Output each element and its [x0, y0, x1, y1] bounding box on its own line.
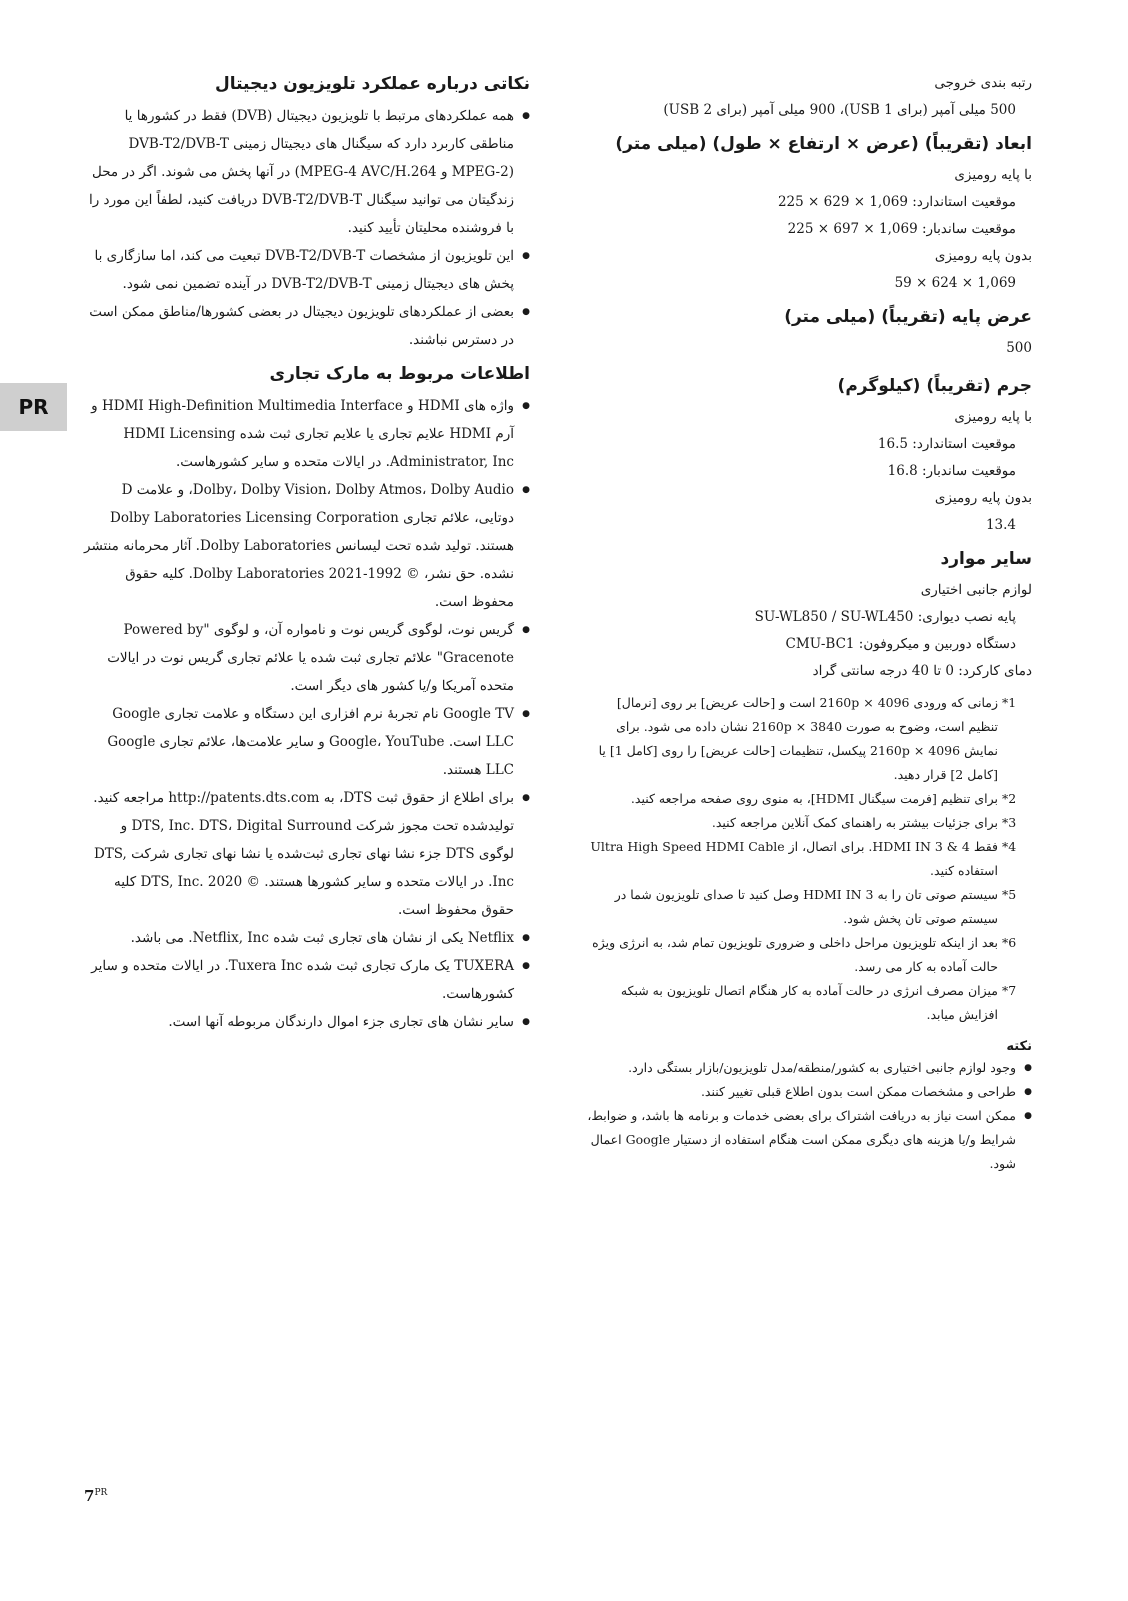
trademark-item: ● گریس نوت، لوگوی گریس نوت و نامواره آن، و لوگوی "Powered by Gracenote" علائم تجاری ثبت شده یا علائم تجاری گریس نوت در ایالات متحده آمریکا و/یا کشور های دیگر است.: [84, 616, 530, 700]
note-list: [586, 1056, 1032, 1176]
page-number-suffix: PR: [94, 1488, 108, 1498]
footnote: [586, 931, 1032, 979]
footnote-mark: *5: [1002, 887, 1017, 902]
dimensions-without-value: 1,069 × 624 × 59: [894, 275, 1016, 291]
note-heading: نکته: [1006, 1039, 1032, 1054]
mass-soundbar: موقعیت ساندبار: 16.8: [887, 463, 1016, 479]
mass-without-value: 13.4: [985, 517, 1016, 533]
output-rating-label: رتبه بندی خروجی: [934, 75, 1032, 91]
specifications-column: [586, 70, 1032, 1176]
digital-tv-item: ● بعضی از عملکردهای تلویزیون دیجیتال در بعضی کشورها/مناطق ممکن است در دسترس نباشند.: [84, 298, 530, 354]
dimensions-standard: موقعیت استاندارد: 1,069 × 629 × 225: [777, 194, 1016, 210]
digital-tv-list: [84, 102, 530, 354]
note-item: ● وجود لوازم جانبی اختیاری به کشور/منطقه/مدل تلویزیون/بازار بستگی دارد.: [586, 1056, 1032, 1080]
trademark-item: ● Google TV نام تجربهٔ نرم افزاری این دستگاه و علامت تجاری Google LLC است. Google، YouTube و سایر علامت‌ها، علائم تجاری Google LLC هستند.: [84, 700, 530, 784]
footnote-mark: *3: [1002, 815, 1017, 830]
wall-mount: پایه نصب دیواری: SU-WL850 / SU-WL450: [754, 609, 1016, 625]
footnote-text: میزان مصرف انرژی در حالت آماده به کار هنگام اتصال تلویزیون به شبکه افزایش میابد.: [620, 983, 998, 1022]
footnote: [586, 883, 1032, 931]
page-number-value: 7: [84, 1487, 95, 1505]
notes-column: [84, 70, 530, 1036]
digital-tv-item: ● همه عملکردهای مرتبط با تلویزیون دیجیتال (DVB) فقط در کشورها یا مناطقی کاربرد دارد که سیگنال های دیجیتال زمینی DVB-T2/DVB-T (MPEG-2 و MPEG-4 AVC/H.264) در آنها پخش می شوند. اگر در محل زندگیتان می توانید سیگنال DVB-T2/DVB-T دریافت کنید، لطفاً این مورد را با فروشنده محلیتان تأیید کنید.: [84, 102, 530, 242]
mass-with-stand: با پایه رومیزی: [954, 409, 1032, 425]
footnote-text: برای جزئیات بیشتر به راهنمای کمک آنلاین مراجعه کنید.: [711, 815, 998, 830]
footnote-text: زمانی که ورودی 4096 × 2160p است و [حالت عریض] بر روی [نرمال] تنظیم است، وضوح به صورت 3840 × 2160p نشان داده می شود. برای نمایش 4096 × 2160p پیکسل، تنظیمات [حالت عریض] را روی [کامل 1] یا [کامل 2] قرار دهید.: [598, 695, 998, 782]
note-item: ● طراحی و مشخصات ممکن است بدون اطلاع قبلی تغییر کنند.: [586, 1080, 1032, 1104]
dimensions-soundbar: موقعیت ساندبار: 1,069 × 697 × 225: [787, 221, 1016, 237]
trademark-item: ● واژه های HDMI و HDMI High-Definition Multimedia Interface و آرم HDMI علایم تجاری یا علایم تجاری ثبت شده HDMI Licensing Administrator, Inc. در ایالات متحده و سایر کشورهاست.: [84, 392, 530, 476]
mass-heading: جرم (تقریباً) (کیلوگرم): [837, 376, 1032, 396]
footnote-text: برای تنظیم [فرمت سیگنال HDMI]، به منوی روی صفحه مراجعه کنید.: [630, 791, 998, 806]
footnote: [586, 811, 1032, 835]
trademark-item: ● TUXERA یک مارک تجاری ثبت شده Tuxera Inc. در ایالات متحده و سایر کشورهاست.: [84, 952, 530, 1008]
other-heading: سایر موارد: [940, 549, 1032, 569]
language-tab-label: PR: [18, 395, 49, 419]
mass-without-stand: بدون پایه رومیزی: [934, 490, 1032, 506]
footnote-mark: *4: [1002, 839, 1017, 854]
footnote-text: سیستم صوتی تان را به HDMI IN 3 وصل کنید تا صدای تلویزیون شما در سیستم صوتی تان پخش شود.: [614, 887, 998, 926]
operating-temperature: دمای کارکرد: 0 تا 40 درجه سانتی گراد: [812, 663, 1032, 679]
footnote-mark: *2: [1002, 791, 1017, 806]
trademarks-heading: اطلاعات مربوط به مارک تجاری: [269, 364, 530, 384]
digital-tv-item: ● این تلویزیون از مشخصات DVB-T2/DVB-T تبعیت می کند، اما سازگاری با پخش های دیجیتال زمینی DVB-T2/DVB-T در آینده تضمین نمی شود.: [84, 242, 530, 298]
dimensions-without-stand: بدون پایه رومیزی: [934, 248, 1032, 264]
accessories-label: لوازم جانبی اختیاری: [920, 582, 1032, 598]
trademark-item: ● Netflix یکی از نشان های تجاری ثبت شده Netflix, Inc. می باشد.: [84, 924, 530, 952]
footnote-mark: *1: [1002, 695, 1017, 710]
camera-mic: دستگاه دوربین و میکروفون: CMU-BC1: [785, 636, 1016, 652]
stand-width-heading: عرض پایه (تقریباً) (میلی متر): [784, 307, 1032, 327]
trademark-item: ● سایر نشان های تجاری جزء اموال دارندگان مربوطه آنها است.: [84, 1008, 530, 1036]
footnote-mark: *7: [1002, 983, 1017, 998]
footnote: [586, 787, 1032, 811]
footnote-mark: *6: [1002, 935, 1017, 950]
footnote: [586, 691, 1032, 787]
trademark-item: ● برای اطلاع از حقوق ثبت DTS، به http://patents.dts.com مراجعه کنید. تولیدشده تحت مجوز شرکت DTS, Inc. DTS، Digital Surround و لوگوی DTS جزء نشا نهای تجاری ثبت‌شده یا نشا نهای تجاری شرکت DTS, Inc. در ایالات متحده و سایر کشورها هستند. © DTS, Inc. 2020 کلیه حقوق محفوظ است.: [84, 784, 530, 924]
stand-width-value: 500: [1006, 340, 1032, 356]
footnotes: [586, 691, 1032, 1027]
footnote-text: فقط HDMI IN 3 & 4. برای اتصال، از Ultra High Speed HDMI Cable استفاده کنید.: [590, 839, 998, 878]
dimensions-heading: ابعاد (تقریباً) (عرض × ارتفاع × طول) (میلی متر): [615, 134, 1032, 154]
language-tab: [0, 383, 67, 431]
note-item: ● ممکن است نیاز به دریافت اشتراک برای بعضی خدمات و برنامه ها باشد، و ضوابط، شرایط و/یا هزینه های دیگری ممکن است هنگام استفاده از دستیار Google اعمال شود.: [586, 1104, 1032, 1176]
footnote: [586, 979, 1032, 1027]
trademark-item: ● Dolby، Dolby Vision، Dolby Atmos، Dolby Audio، و علامت D دوتایی، علائم تجاری Dolby Laboratories Licensing Corporation هستند. تولید شده تحت لیسانس Dolby Laboratories. آثار محرمانه منتشر نشده. حق نشر، © 1992-2021 Dolby Laboratories. کلیه حقوق محفوظ است.: [84, 476, 530, 616]
footnote: [586, 835, 1032, 883]
dimensions-with-stand: با پایه رومیزی: [954, 167, 1032, 183]
trademarks-list: [84, 392, 530, 1036]
digital-tv-heading: نکاتی درباره عملکرد تلویزیون دیجیتال: [214, 74, 530, 94]
output-rating-value: 500 میلی آمپر (برای USB 1)، 900 میلی آمپر (برای USB 2): [663, 102, 1016, 118]
mass-standard: موقعیت استاندارد: 16.5: [877, 436, 1016, 452]
page-number: [84, 1487, 107, 1505]
footnote-text: بعد از اینکه تلویزیون مراحل داخلی و ضروری تلویزیون تمام شد، به انرژی ویژه حالت آماده به کار می رسد.: [592, 935, 998, 974]
